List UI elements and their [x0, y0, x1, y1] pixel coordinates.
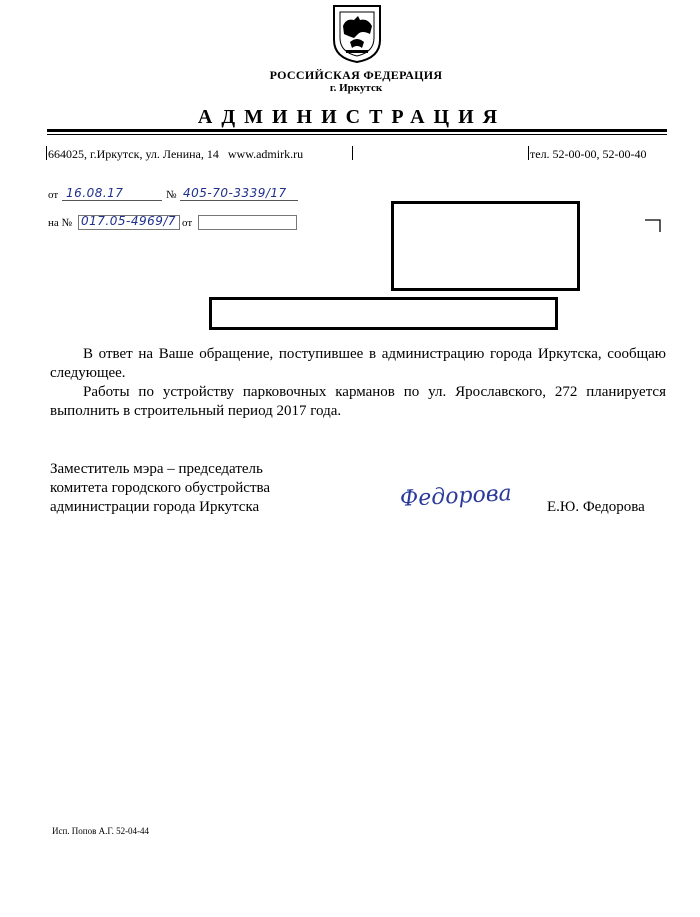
- signatory-name: Е.Ю. Федорова: [547, 499, 645, 515]
- corner-mark-icon: [644, 219, 662, 233]
- page-title: АДМИНИСТРАЦИЯ: [197, 106, 507, 128]
- outgoing-number-line: [180, 200, 298, 201]
- phone-left-tick: [528, 146, 529, 160]
- signatory-position-2: комитета городского обустройства: [50, 480, 271, 496]
- reply-from-label: от: [182, 217, 193, 229]
- phone-numbers: тел. 52-00-00, 52-00-40: [530, 147, 647, 161]
- postal-address: 664025, г.Иркутск, ул. Ленина, 14: [48, 147, 219, 161]
- header-divider-thin: [47, 134, 667, 135]
- header-divider: [47, 129, 667, 132]
- reply-to-number: 017.05-4969/7: [81, 214, 177, 228]
- website: www.admirk.ru: [227, 147, 304, 161]
- address-right-tick: [352, 146, 353, 160]
- city-name: г. Иркутск: [329, 82, 383, 94]
- address-left-tick: [46, 146, 47, 160]
- body-paragraph-1: В ответ на Ваше обращение, поступившее в администрацию города Иркутска, сообщаю следующее.: [50, 346, 666, 381]
- reply-date-box: [198, 215, 297, 230]
- address-line: [48, 147, 303, 162]
- number-label: №: [166, 189, 177, 201]
- outgoing-number: 405-70-3339/17: [183, 186, 287, 200]
- redacted-recipient-block: [391, 201, 580, 291]
- irkutsk-coat-of-arms-icon: [332, 4, 382, 64]
- executor-info: Исп. Попов А.Г. 52-04-44: [52, 826, 150, 836]
- body-paragraph-2: Работы по устройству парковочных карманов по ул. Ярославского, 272 планируется выполнить в строительный период 2017 года.: [50, 384, 666, 419]
- signatory-position-3: администрации города Иркутска: [50, 499, 260, 515]
- country-name: РОССИЙСКАЯ ФЕДЕРАЦИЯ: [269, 68, 443, 82]
- reply-to-label: на №: [48, 217, 73, 229]
- outgoing-date: 16.08.17: [66, 186, 124, 200]
- outgoing-date-line: [62, 200, 162, 201]
- handwritten-signature: Федорова: [399, 481, 513, 512]
- redacted-subject-block: [209, 297, 558, 330]
- from-label: от: [48, 189, 59, 201]
- signatory-position-1: Заместитель мэра – председатель: [50, 461, 263, 477]
